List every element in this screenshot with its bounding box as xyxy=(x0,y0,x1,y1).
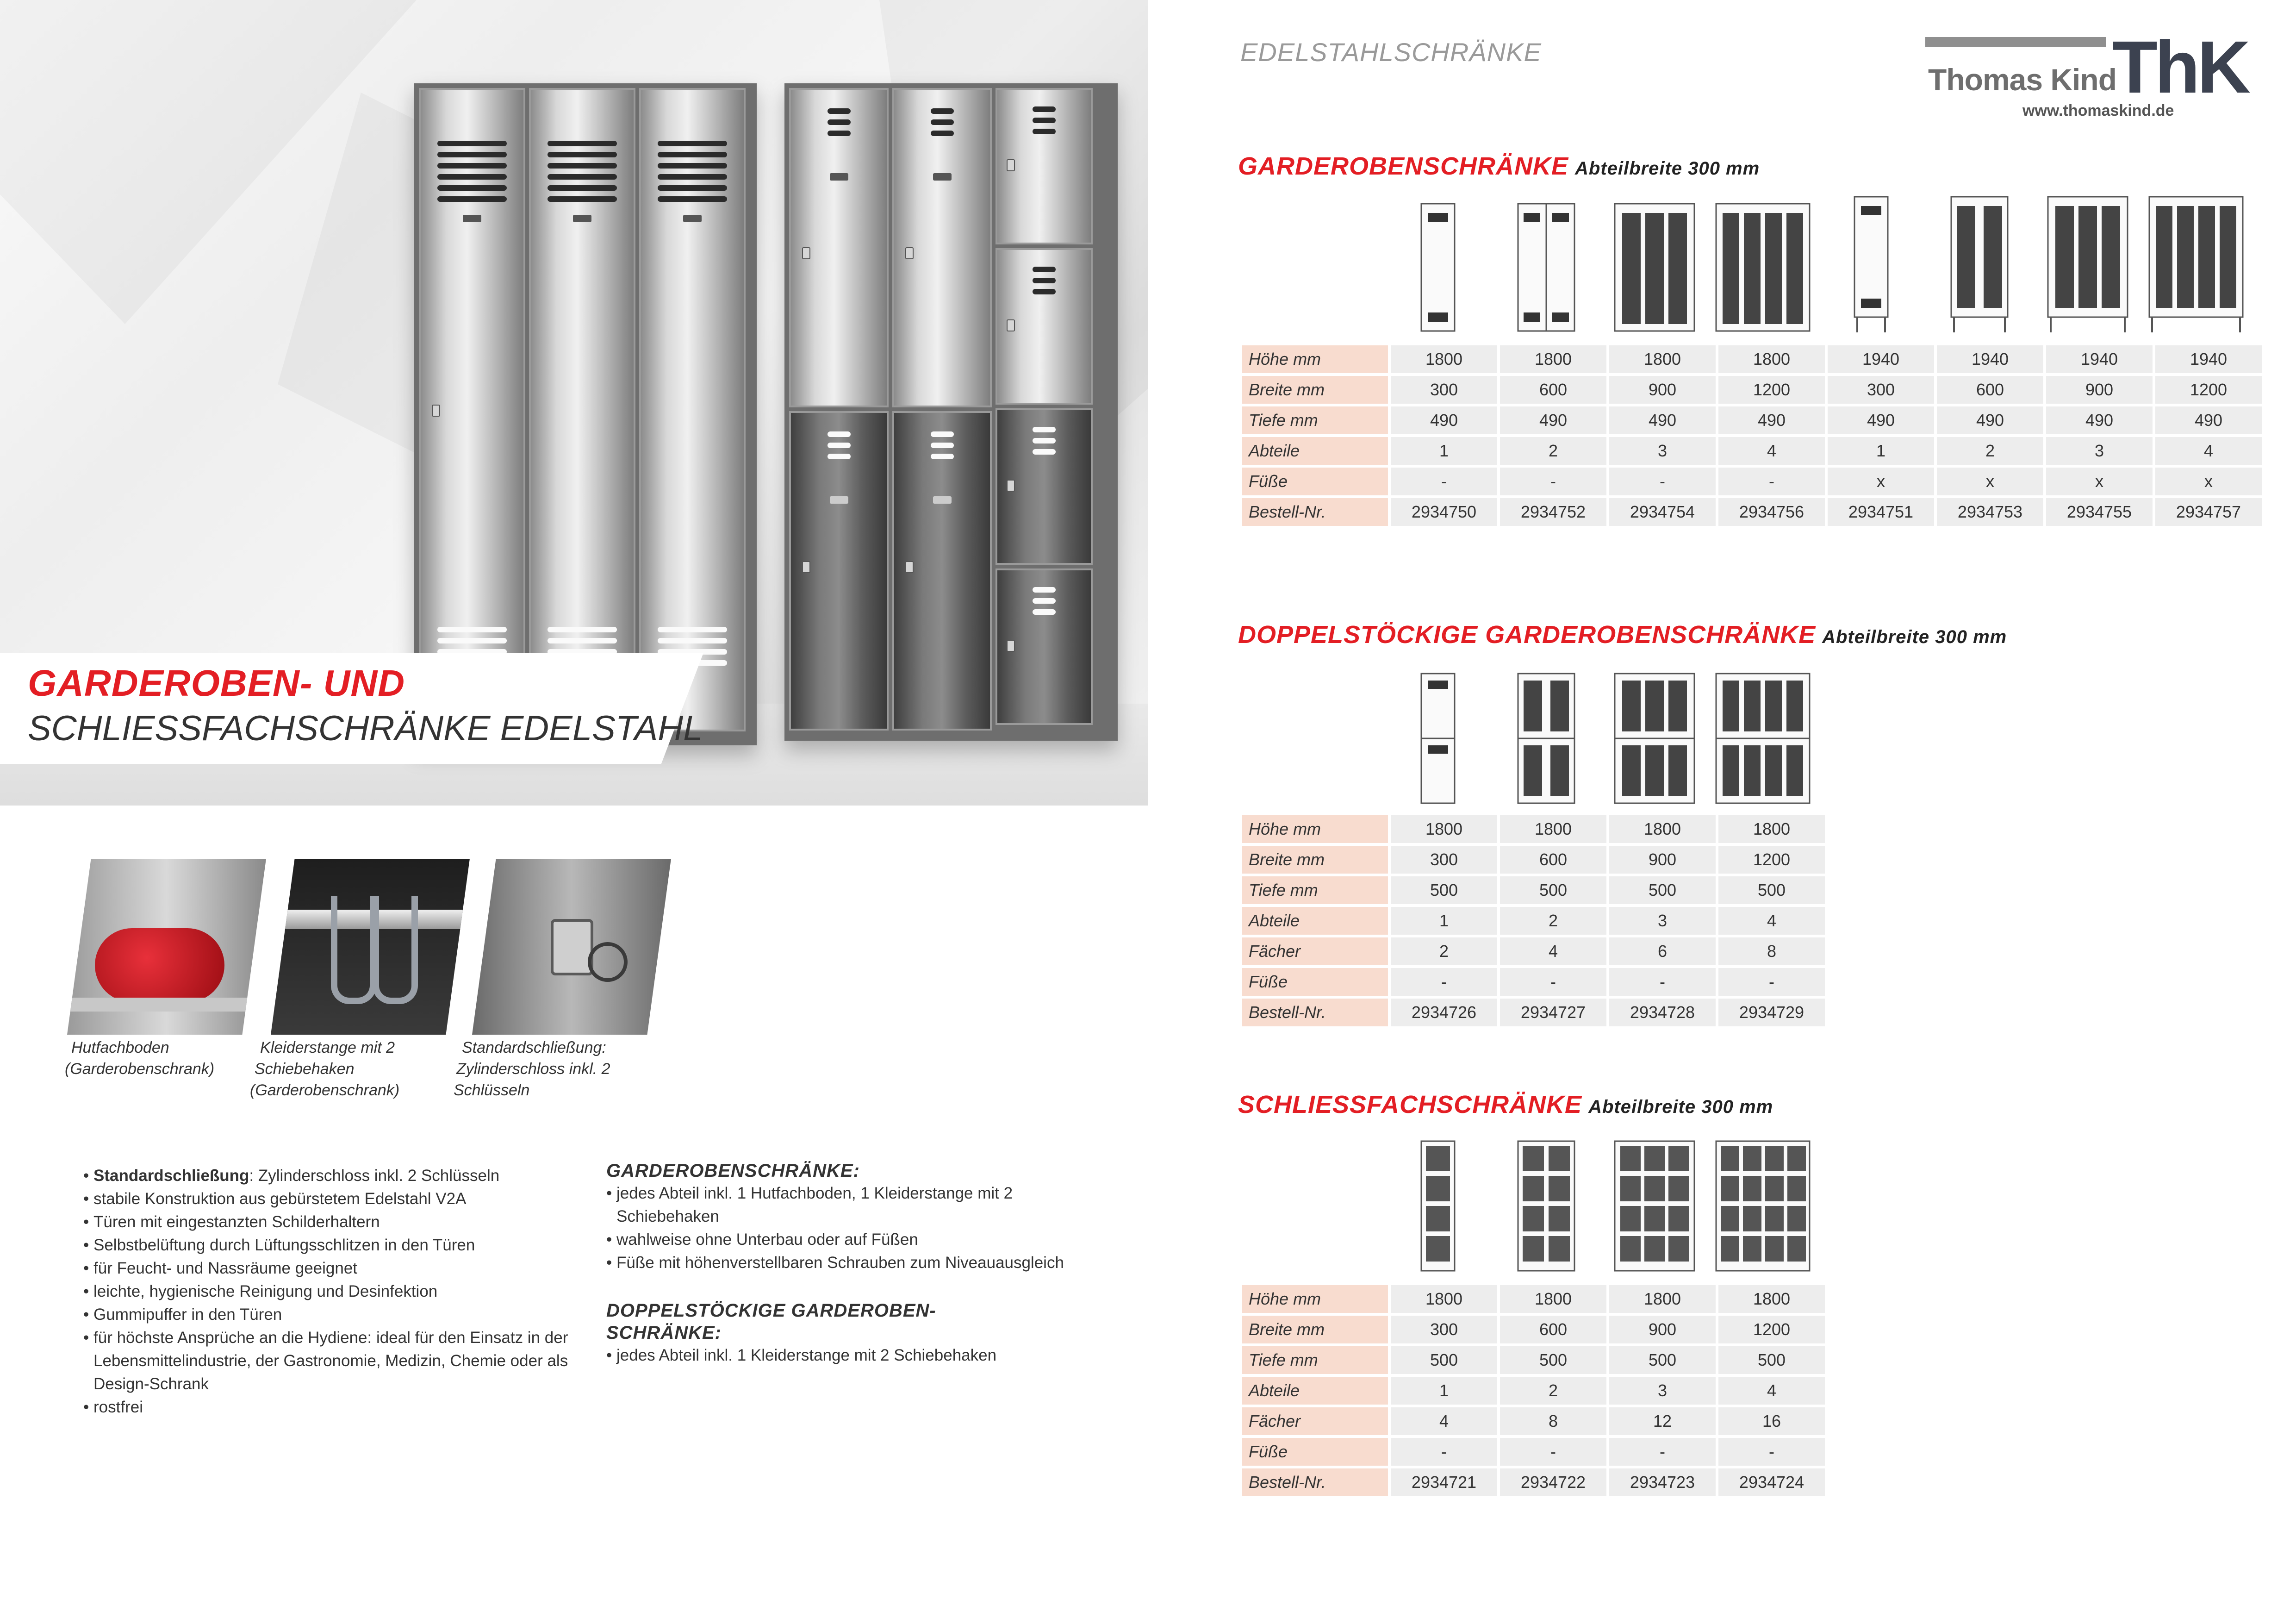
vent-slots xyxy=(828,431,851,459)
lock-icon xyxy=(905,561,914,573)
table-row xyxy=(1242,1316,1825,1343)
table-cell: 600 xyxy=(1500,376,1606,404)
table-row xyxy=(1242,1377,1825,1405)
locker-column xyxy=(789,88,889,736)
table-cell: x xyxy=(2046,468,2153,495)
hero-title: GARDEROBEN- UND xyxy=(28,662,405,704)
table-cell: 900 xyxy=(1609,1316,1716,1343)
table-cell: 1 xyxy=(1828,437,1934,465)
list-item: • jedes Abteil inkl. 1 Kleiderstange mit 2 Schiebehaken xyxy=(606,1344,1115,1367)
logo-bar xyxy=(1925,37,2106,47)
table-cell: - xyxy=(1609,968,1716,996)
row-label: Höhe mm xyxy=(1242,1285,1388,1313)
table-cell: 1940 xyxy=(1937,345,2043,373)
table-cell: 2934752 xyxy=(1500,498,1606,526)
table-cell: 2934751 xyxy=(1828,498,1934,526)
table-cell: x xyxy=(1937,468,2043,495)
table-cell: 1800 xyxy=(1609,815,1716,843)
table-cell: 2 xyxy=(1500,907,1606,935)
door-handle xyxy=(463,215,481,222)
logo-url: www.thomaskind.de xyxy=(2022,102,2174,119)
locker-photo-garderobe xyxy=(414,83,757,745)
table-cell: 1800 xyxy=(1500,345,1606,373)
table-row xyxy=(1242,376,2262,404)
lock-icon xyxy=(1007,319,1015,331)
table-cell: x xyxy=(1828,468,1934,495)
row-label: Abteile xyxy=(1242,1377,1388,1405)
table-cell: 2934729 xyxy=(1718,999,1825,1026)
table-cell: 1 xyxy=(1391,1377,1497,1405)
table-cell: - xyxy=(1609,468,1716,495)
hero-subtitle: SCHLIESSFACHSCHRÄNKE EDELSTAHL xyxy=(28,709,703,748)
table-cell: 3 xyxy=(1609,437,1716,465)
cabinet-4-feet-icon xyxy=(2147,194,2245,333)
locker-door xyxy=(419,88,525,731)
table-cell: 900 xyxy=(2046,376,2153,404)
table-row xyxy=(1242,815,1825,843)
table-cell: 4 xyxy=(1500,937,1606,965)
cabinet-double-3-icon xyxy=(1613,671,1696,806)
list-item: • für höchste Ansprüche an die Hydiene: ideal für den Einsatz in der Lebensmittelindustrie, der Gastronomie, Medizin, Chemie oder als Design-Schrank xyxy=(83,1326,588,1396)
section-title-schliess: SCHLIESSFACHSCHRÄNKE Abteilbreite 300 mm xyxy=(1238,1091,1773,1118)
row-label: Breite mm xyxy=(1242,1316,1388,1343)
table-row xyxy=(1242,846,1825,874)
cabinet-thumbnail xyxy=(1384,1134,1492,1273)
locker-door xyxy=(892,88,992,407)
table-cell: 2 xyxy=(1937,437,2043,465)
table-cell: - xyxy=(1609,1438,1716,1466)
table-cell: - xyxy=(1500,468,1606,495)
hook-icon xyxy=(331,896,376,1004)
notes-heading-doppel-2: SCHRÄNKE: xyxy=(606,1323,722,1343)
table-cell: 500 xyxy=(1500,1346,1606,1374)
table-cell: 4 xyxy=(1391,1407,1497,1435)
table-cell: 2934755 xyxy=(2046,498,2153,526)
cabinet-thumbnail xyxy=(1492,194,1600,333)
list-item: • stabile Konstruktion aus gebürstetem Edelstahl V2A xyxy=(83,1187,588,1211)
table-cell: 1200 xyxy=(2155,376,2262,404)
table-cell: 2934753 xyxy=(1937,498,2043,526)
detail-photo-kleiderstange xyxy=(271,859,470,1035)
locker-1-icon xyxy=(1419,1139,1456,1273)
locker-column xyxy=(996,88,1093,736)
cabinet-thumbnail xyxy=(1600,194,1709,333)
vent-slots xyxy=(437,141,507,202)
hero-image xyxy=(0,0,1148,806)
table-row xyxy=(1242,876,1825,904)
door-handle xyxy=(830,173,848,181)
vent-slots xyxy=(1033,106,1056,134)
table-cell: 500 xyxy=(1718,1346,1825,1374)
table-cell: 900 xyxy=(1609,376,1716,404)
lock-icon xyxy=(1007,480,1015,492)
table-cell: 16 xyxy=(1718,1407,1825,1435)
table-cell: 900 xyxy=(1609,846,1716,874)
list-item: • Gummipuffer in den Türen xyxy=(83,1303,588,1326)
cabinet-thumbnail xyxy=(1709,1134,1817,1273)
row-label: Höhe mm xyxy=(1242,345,1388,373)
table-cell: 2934754 xyxy=(1609,498,1716,526)
table-row xyxy=(1242,498,2262,526)
table-cell: 500 xyxy=(1718,876,1825,904)
row-label: Tiefe mm xyxy=(1242,406,1388,434)
locker-door xyxy=(529,88,635,731)
vent-slots xyxy=(931,431,954,459)
section-title-doppel: DOPPELSTÖCKIGE GARDEROBENSCHRÄNKE Abteilbreite 300 mm xyxy=(1238,621,2007,649)
table-row xyxy=(1242,1407,1825,1435)
row-label: Tiefe mm xyxy=(1242,1346,1388,1374)
table-cell: 1800 xyxy=(1718,1285,1825,1313)
cabinet-thumbnail xyxy=(1709,667,1817,806)
table-cell: 1800 xyxy=(1391,815,1497,843)
table-cell: - xyxy=(1391,968,1497,996)
table-cell: 12 xyxy=(1609,1407,1716,1435)
locker-door xyxy=(789,88,889,407)
table-cell: 600 xyxy=(1937,376,2043,404)
row-label: Höhe mm xyxy=(1242,815,1388,843)
hook-icon xyxy=(373,896,418,1004)
company-logo xyxy=(1925,25,2259,130)
table-cell: 2934757 xyxy=(2155,498,2262,526)
table-row xyxy=(1242,468,2262,495)
table-row xyxy=(1242,345,2262,373)
table-cell: 1800 xyxy=(1718,815,1825,843)
table-row xyxy=(1242,907,1825,935)
locker-column xyxy=(892,88,992,736)
cabinet-thumbnail xyxy=(1600,1134,1709,1273)
row-label: Bestell-Nr. xyxy=(1242,1468,1388,1496)
caption-kleiderstange: Kleiderstange mit 2 Schiebehaken (Garderobenschrank) xyxy=(250,1039,400,1099)
cabinet-3-icon xyxy=(1613,199,1696,333)
list-item: • rostfrei xyxy=(83,1396,588,1419)
cabinet-thumbnail xyxy=(1384,667,1492,806)
table-cell: 1940 xyxy=(2046,345,2153,373)
table-cell: 2 xyxy=(1500,437,1606,465)
list-item: • Füße mit höhenverstellbaren Schrauben zum Niveauausgleich xyxy=(606,1251,1115,1274)
red-towel xyxy=(95,928,224,1002)
vent-slots xyxy=(658,141,727,202)
table-cell: 490 xyxy=(2046,406,2153,434)
table-cell: 8 xyxy=(1500,1407,1606,1435)
table-row xyxy=(1242,999,1825,1026)
list-item: • Türen mit eingestanzten Schilderhaltern xyxy=(83,1211,588,1234)
table-cell: 300 xyxy=(1828,376,1934,404)
table-cell: 300 xyxy=(1391,846,1497,874)
locker-door xyxy=(789,411,889,731)
table-cell: 8 xyxy=(1718,937,1825,965)
table-cell: 2934726 xyxy=(1391,999,1497,1026)
table-cell: 1940 xyxy=(2155,345,2262,373)
table-cell: 1940 xyxy=(1828,345,1934,373)
table-cell: 300 xyxy=(1391,376,1497,404)
list-item: • Selbstbelüftung durch Lüftungsschlitzen in den Türen xyxy=(83,1234,588,1257)
product-thumbnails-garderoben xyxy=(1384,194,2250,333)
table-cell: 500 xyxy=(1609,1346,1716,1374)
table-cell: 600 xyxy=(1500,846,1606,874)
key-ring-icon xyxy=(588,942,628,982)
lock-icon xyxy=(802,247,810,259)
cabinet-double-1-icon xyxy=(1419,671,1456,806)
table-row xyxy=(1242,937,1825,965)
door-handle xyxy=(933,496,952,504)
table-cell: 1200 xyxy=(1718,846,1825,874)
table-cell: 490 xyxy=(1937,406,2043,434)
table-cell: 4 xyxy=(1718,1377,1825,1405)
table-cell: - xyxy=(1718,468,1825,495)
cabinet-4-icon xyxy=(1714,199,1811,333)
table-cell: - xyxy=(1500,968,1606,996)
locker-compartment xyxy=(996,568,1093,725)
vent-slots xyxy=(931,108,954,136)
table-cell: 490 xyxy=(1609,406,1716,434)
table-cell: 6 xyxy=(1609,937,1716,965)
table-cell: 3 xyxy=(2046,437,2153,465)
table-cell: 1200 xyxy=(1718,1316,1825,1343)
cabinet-thumbnail xyxy=(1817,194,1925,333)
locker-door xyxy=(892,411,992,731)
locker-compartment xyxy=(996,248,1093,405)
table-cell: 300 xyxy=(1391,1316,1497,1343)
caption-schloss: Standardschließung: Zylinderschloss inkl. 2 Schlüsseln xyxy=(454,1039,610,1099)
notes-heading-garderoben: GARDEROBENSCHRÄNKE: xyxy=(606,1161,860,1181)
table-cell: 1800 xyxy=(1609,345,1716,373)
product-thumbnails-doppel xyxy=(1384,667,1817,806)
cabinet-thumbnail xyxy=(1492,667,1600,806)
table-row xyxy=(1242,968,1825,996)
detail-photo-hutfachboden xyxy=(67,859,266,1035)
table-cell: 490 xyxy=(2155,406,2262,434)
lock-icon xyxy=(802,561,810,573)
table-cell: 1800 xyxy=(1391,1285,1497,1313)
cabinet-3-feet-icon xyxy=(2046,194,2129,333)
table-cell: 2 xyxy=(1391,937,1497,965)
row-label: Breite mm xyxy=(1242,846,1388,874)
table-cell: 1200 xyxy=(1718,376,1825,404)
table-cell: 4 xyxy=(2155,437,2262,465)
cabinet-thumbnail xyxy=(1925,194,2034,333)
row-label: Füße xyxy=(1242,468,1388,495)
table-cell: 490 xyxy=(1500,406,1606,434)
locker-photo-schliessfach xyxy=(784,83,1118,741)
table-cell: 500 xyxy=(1391,1346,1497,1374)
cabinet-thumbnail xyxy=(2034,194,2142,333)
table-cell: 1 xyxy=(1391,437,1497,465)
table-cell: 1800 xyxy=(1500,1285,1606,1313)
table-cell: 2934750 xyxy=(1391,498,1497,526)
cabinet-thumbnail xyxy=(1492,1134,1600,1273)
table-row xyxy=(1242,1285,1825,1313)
row-label: Abteile xyxy=(1242,437,1388,465)
list-item: • wahlweise ohne Unterbau oder auf Füßen xyxy=(606,1228,1115,1251)
table-cell: 2934721 xyxy=(1391,1468,1497,1496)
locker-4-icon xyxy=(1714,1139,1811,1273)
table-cell: 2934723 xyxy=(1609,1468,1716,1496)
spec-table-schliess xyxy=(1239,1282,1828,1499)
locker-compartment xyxy=(996,408,1093,565)
table-row xyxy=(1242,1346,1825,1374)
cabinet-2-icon xyxy=(1516,199,1576,333)
table-cell: - xyxy=(1718,968,1825,996)
door-handle xyxy=(830,496,848,504)
table-cell: 490 xyxy=(1391,406,1497,434)
cabinet-double-2-icon xyxy=(1516,671,1576,806)
vent-slots xyxy=(548,141,617,202)
caption-hutfachboden: Hutfachboden (Garderobenschrank) xyxy=(65,1039,215,1078)
section-label: EDELSTAHLSCHRÄNKE xyxy=(1240,37,1542,67)
detail-photo-schloss xyxy=(472,859,671,1035)
list-item: • leichte, hygienische Reinigung und Desinfektion xyxy=(83,1280,588,1303)
lock-icon xyxy=(905,247,914,259)
feature-list xyxy=(83,1164,588,1419)
table-cell: 1 xyxy=(1391,907,1497,935)
table-cell: - xyxy=(1718,1438,1825,1466)
lock-icon xyxy=(1007,640,1015,652)
table-cell: 2934727 xyxy=(1500,999,1606,1026)
row-label: Bestell-Nr. xyxy=(1242,999,1388,1026)
row-label: Breite mm xyxy=(1242,376,1388,404)
row-label: Füße xyxy=(1242,968,1388,996)
table-cell: 1800 xyxy=(1609,1285,1716,1313)
cabinet-thumbnail xyxy=(1384,194,1492,333)
cabinet-double-4-icon xyxy=(1714,671,1811,806)
row-label: Fächer xyxy=(1242,1407,1388,1435)
locker-3-icon xyxy=(1613,1139,1696,1273)
table-row xyxy=(1242,437,2262,465)
table-cell: 2 xyxy=(1500,1377,1606,1405)
spec-table-garderoben xyxy=(1239,343,2265,529)
vent-slots xyxy=(828,108,851,136)
vent-slots xyxy=(1033,587,1056,615)
cabinet-2-feet-icon xyxy=(1949,194,2010,333)
list-item: • Standardschließung: Zylinderschloss inkl. 2 Schlüsseln xyxy=(83,1164,588,1187)
vent-slots xyxy=(1033,267,1056,294)
list-item: • jedes Abteil inkl. 1 Hutfachboden, 1 Kleiderstange mit 2 Schiebehaken xyxy=(606,1182,1115,1228)
cabinet-1-feet-icon xyxy=(1853,194,1890,333)
table-cell: 3 xyxy=(1609,907,1716,935)
table-cell: - xyxy=(1500,1438,1606,1466)
table-row xyxy=(1242,1468,1825,1496)
table-cell: 4 xyxy=(1718,437,1825,465)
list-item: • für Feucht- und Nassräume geeignet xyxy=(83,1257,588,1280)
table-cell: 2934722 xyxy=(1500,1468,1606,1496)
table-cell: 2934724 xyxy=(1718,1468,1825,1496)
table-cell: 2934756 xyxy=(1718,498,1825,526)
table-cell: 490 xyxy=(1828,406,1934,434)
lock-icon xyxy=(551,919,593,975)
table-row xyxy=(1242,1438,1825,1466)
notes-column xyxy=(606,1160,1115,1367)
table-cell: 1800 xyxy=(1718,345,1825,373)
table-cell: 500 xyxy=(1609,876,1716,904)
locker-door xyxy=(639,88,746,731)
door-handle xyxy=(683,215,702,222)
locker-compartment xyxy=(996,88,1093,244)
table-cell: 4 xyxy=(1718,907,1825,935)
row-label: Füße xyxy=(1242,1438,1388,1466)
row-label: Tiefe mm xyxy=(1242,876,1388,904)
door-handle xyxy=(933,173,952,181)
table-cell: - xyxy=(1391,468,1497,495)
lock-icon xyxy=(1007,159,1015,171)
locker-2-icon xyxy=(1516,1139,1576,1273)
cabinet-1-icon xyxy=(1419,199,1456,333)
table-cell: 1800 xyxy=(1391,345,1497,373)
notes-heading-doppel: DOPPELSTÖCKIGE GARDEROBEN- xyxy=(606,1300,936,1321)
logo-mark: ThK xyxy=(2112,25,2248,108)
row-label: Bestell-Nr. xyxy=(1242,498,1388,526)
table-cell: 2934728 xyxy=(1609,999,1716,1026)
spec-table-doppel xyxy=(1239,812,1828,1029)
door-handle xyxy=(573,215,591,222)
cabinet-thumbnail xyxy=(1709,194,1817,333)
product-thumbnails-schliess xyxy=(1384,1134,1817,1273)
table-cell: 1800 xyxy=(1500,815,1606,843)
table-cell: 500 xyxy=(1391,876,1497,904)
row-label: Fächer xyxy=(1242,937,1388,965)
table-row xyxy=(1242,406,2262,434)
table-cell: 490 xyxy=(1718,406,1825,434)
cabinet-thumbnail xyxy=(1600,667,1709,806)
lock-icon xyxy=(432,405,440,417)
section-title-garderoben: GARDEROBENSCHRÄNKE Abteilbreite 300 mm xyxy=(1238,152,1760,180)
table-cell: - xyxy=(1391,1438,1497,1466)
table-cell: x xyxy=(2155,468,2262,495)
table-cell: 600 xyxy=(1500,1316,1606,1343)
table-cell: 500 xyxy=(1500,876,1606,904)
row-label: Abteile xyxy=(1242,907,1388,935)
table-cell: 3 xyxy=(1609,1377,1716,1405)
vent-slots xyxy=(1033,427,1056,455)
cabinet-thumbnail xyxy=(2142,194,2250,333)
shelf xyxy=(67,998,266,1012)
logo-text: Thomas Kind xyxy=(1928,62,2117,97)
